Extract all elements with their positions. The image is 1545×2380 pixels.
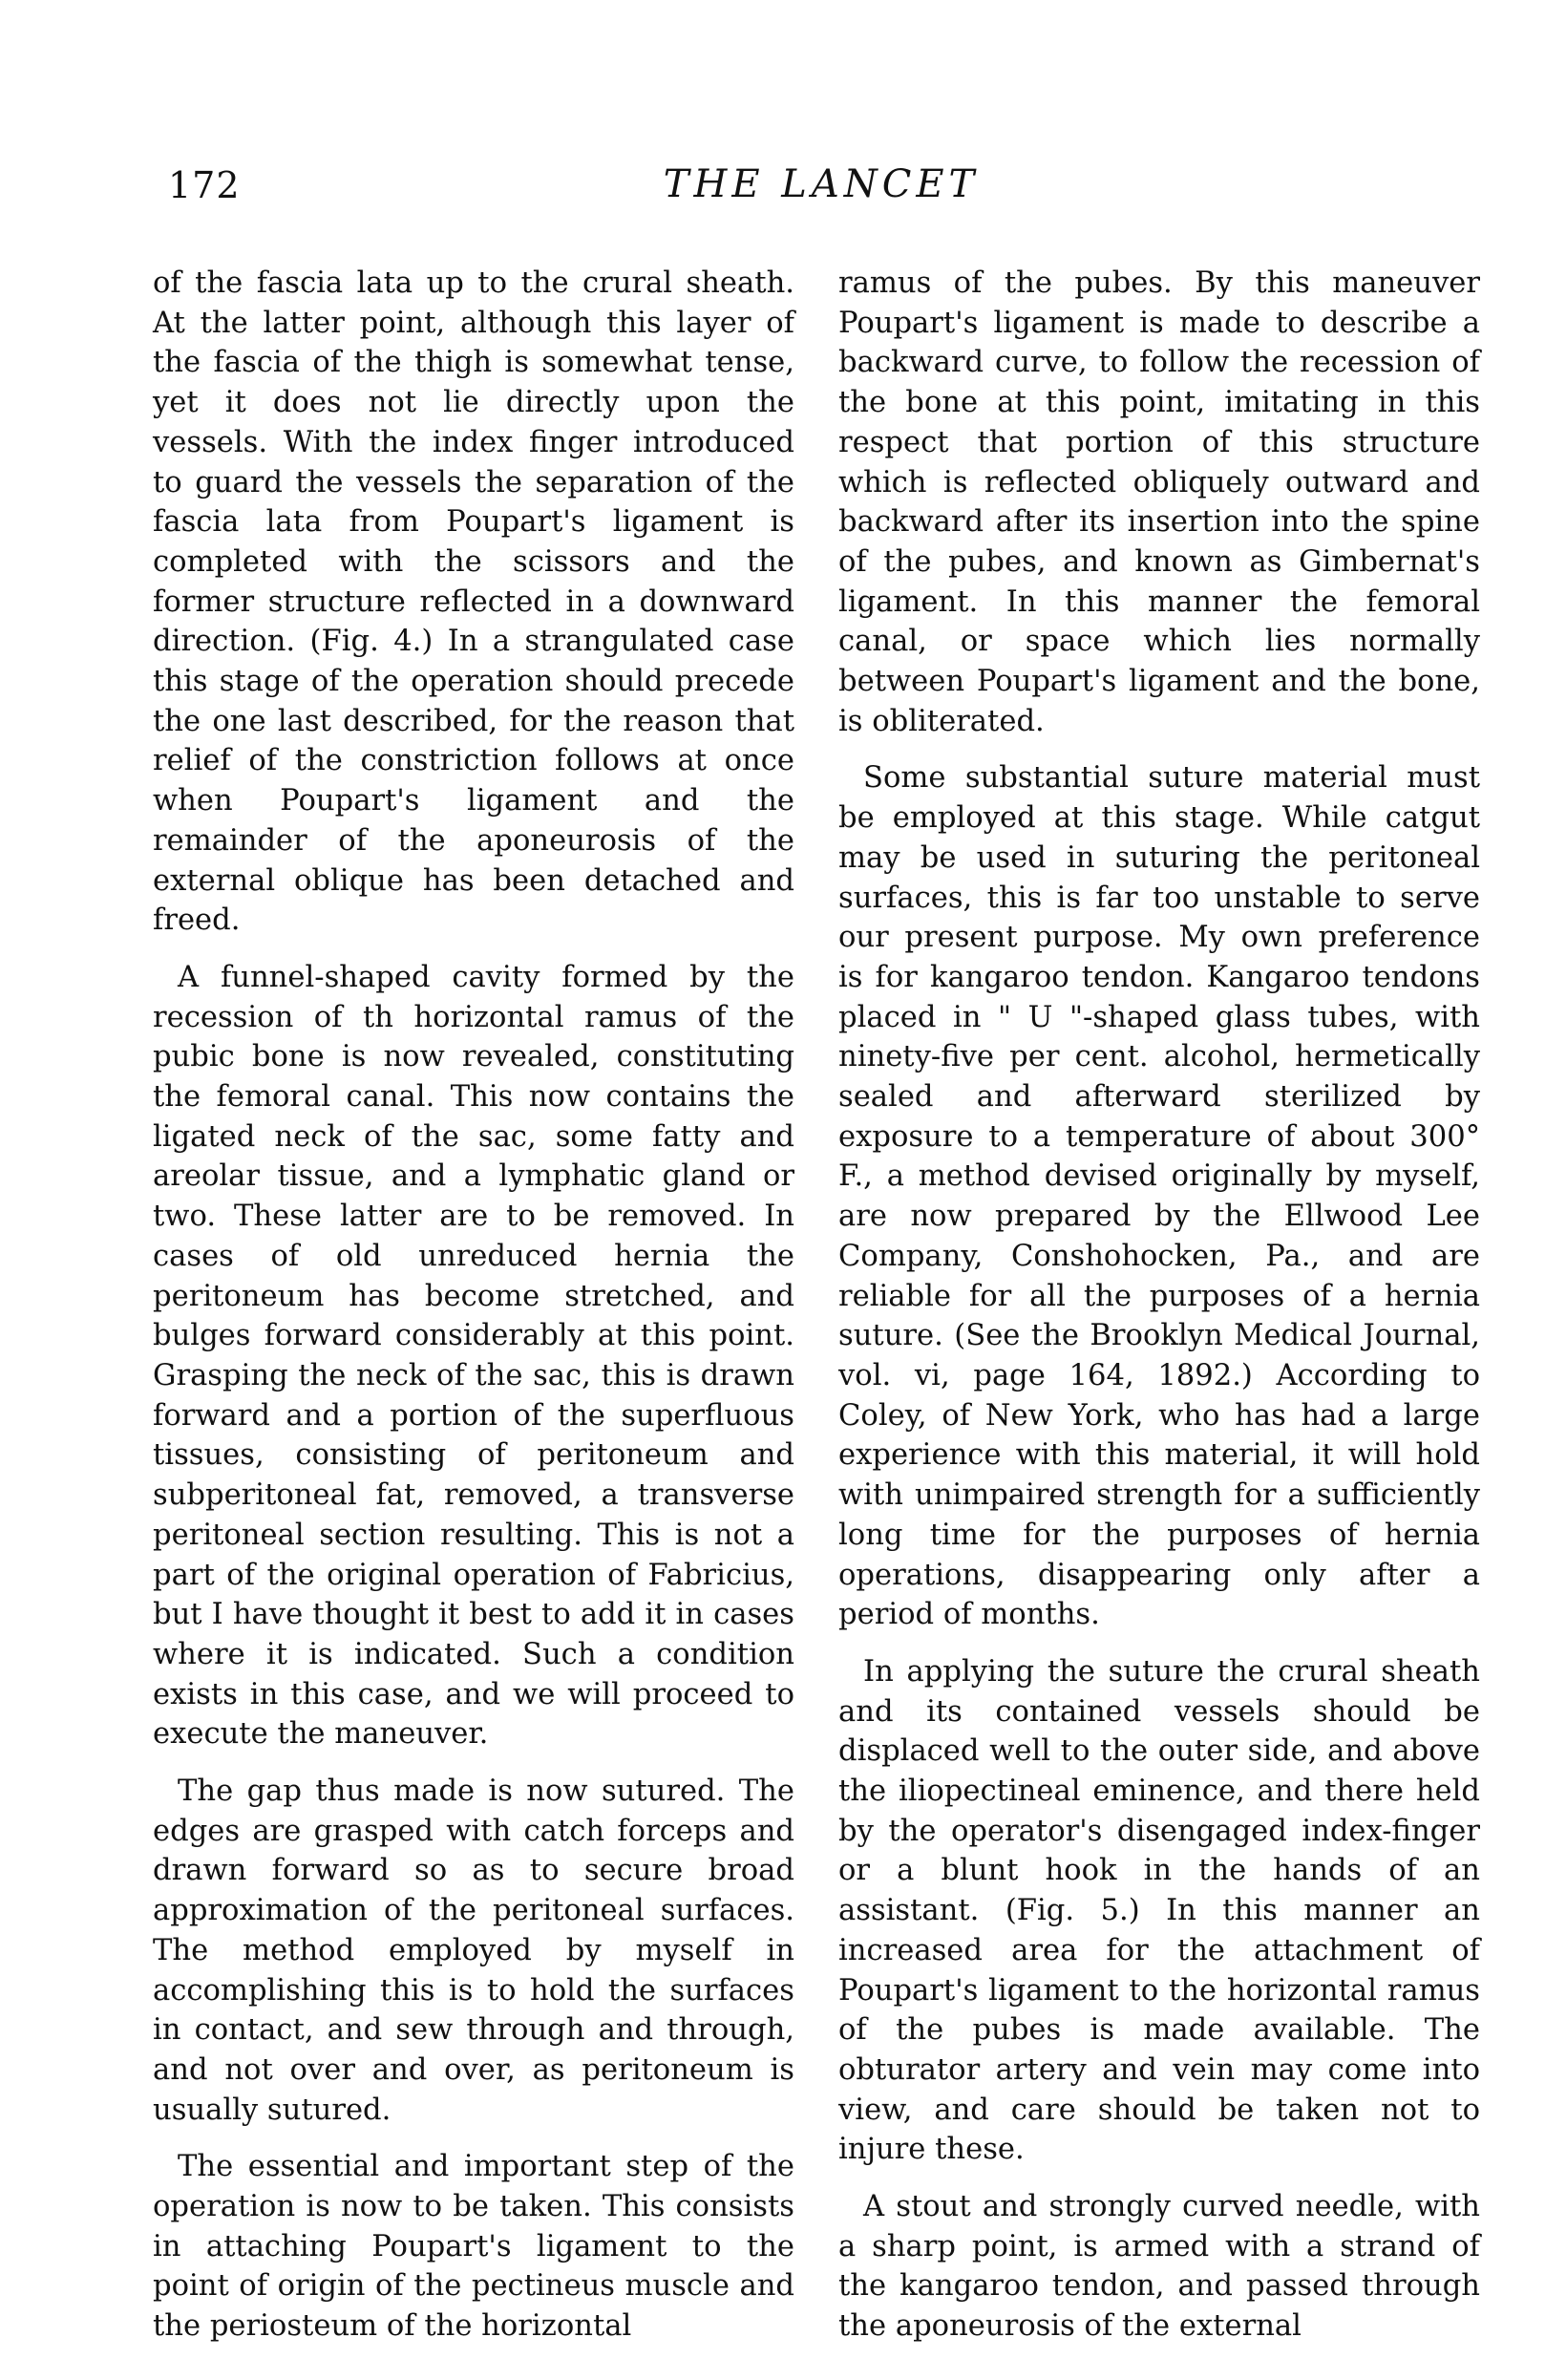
- paragraph: The gap thus made is now sutured. The edges are grasped with catch forceps and drawn forward so as to secure broad approximation of the peritoneal surfaces. The method employed by myself in accomplishing this is to hold the surfaces in contact, and sew through and through, and not over and over, as peritoneum is usually sutured.: [153, 1774, 794, 2127]
- paragraph: In applying the suture the crural sheath and its contained vessels should be displaced well to the outer side, and above the iliopectineal eminence, and there held by the operator's disengaged index-finger or a blunt hook in the hands of an assistant. (Fig. 5.) In this manner an increased area for the attachment of Poupart's ligament to the horizontal ramus of the pubes is made available. The obturator artery and vein may come into view, and care should be taken not to injure these.: [838, 1654, 1480, 2167]
- left-column: [153, 264, 794, 2364]
- paragraph: The essential and important step of the operation is now to be taken. This consists in attaching Poupart's ligament to the point of origin of the pectineus muscle and the periosteum of the horizontal: [153, 2150, 794, 2344]
- paragraph: A funnel-shaped cavity formed by the recession of th horizontal ramus of the pubic bone is now revealed, constituting the femoral canal. This now contains the ligated neck of the sac, some fatty and areolar tissue, and a lymphatic gland or two. These latter are to be removed. In cases of old unreduced hernia the peritoneum has become stretched, and bulges forward considerably at this point. Grasping the neck of the sac, this is drawn forward and a portion of the superfluous tissues, consisting of peritoneum and subperitoneal fat, removed, a transverse peritoneal section resulting. This is not a part of the original operation of Fabricius, but I have thought it best to add it in cases where it is indicated. Such a condition exists in this case, and we will proceed to execute the maneuver.: [153, 960, 794, 1752]
- running-title: THE LANCET: [663, 162, 980, 206]
- paragraph: A stout and strongly curved needle, with a sharp point, is armed with a strand of the kangaroo tendon, and passed through the aponeurosis of the external: [838, 2190, 1480, 2344]
- paragraph: ramus of the pubes. By this maneuver Poupart's ligament is made to describe a backward curve, to follow the recession of the bone at this point, imitating in this respect that portion of this structure which is reflected obliquely outward and backward after its insertion into the spine of the pubes, and known as Gimbernat's ligament. In this manner the femoral canal, or space which lies normally between Poupart's ligament and the bone, is obliterated.: [838, 266, 1480, 738]
- paragraph: of the fascia lata up to the crural sheath. At the latter point, although this layer of the fascia of the thigh is somewhat tense, yet it does not lie directly upon the vessels. With the index finger introduced to guard the vessels the separation of the fascia lata from Poupart's ligament is completed with the scissors and the former structure reflected in a downward direction. (Fig. 4.) In a strangulated case this stage of the operation should precede the one last described, for the reason that relief of the constriction follows at once when Poupart's ligament and the remainder of the aponeurosis of the external oblique has been detached and freed.: [153, 266, 794, 938]
- paragraph: Some substantial suture material must be employed at this stage. While catgut may be used in suturing the peritoneal surfaces, this is far too unstable to serve our present purpose. My own preference is for kangaroo tendon. Kangaroo tendons placed in " U "-shaped glass tubes, with ninety-five per cent. alcohol, hermetically sealed and afterward sterilized by exposure to a temperature of about 300° F., a method devised originally by myself, are now prepared by the Ellwood Lee Company, Conshohocken, Pa., and are reliable for all the purposes of a hernia suture. (See the Brooklyn Medical Journal, vol. vi, page 164, 1892.) According to Coley, of New York, who has had a large experience with this material, it will hold with unimpaired strength for a sufficiently long time for the purposes of hernia operations, disappearing only after a period of months.: [838, 761, 1480, 1632]
- page-number: 172: [168, 164, 241, 206]
- right-column: [838, 264, 1480, 2364]
